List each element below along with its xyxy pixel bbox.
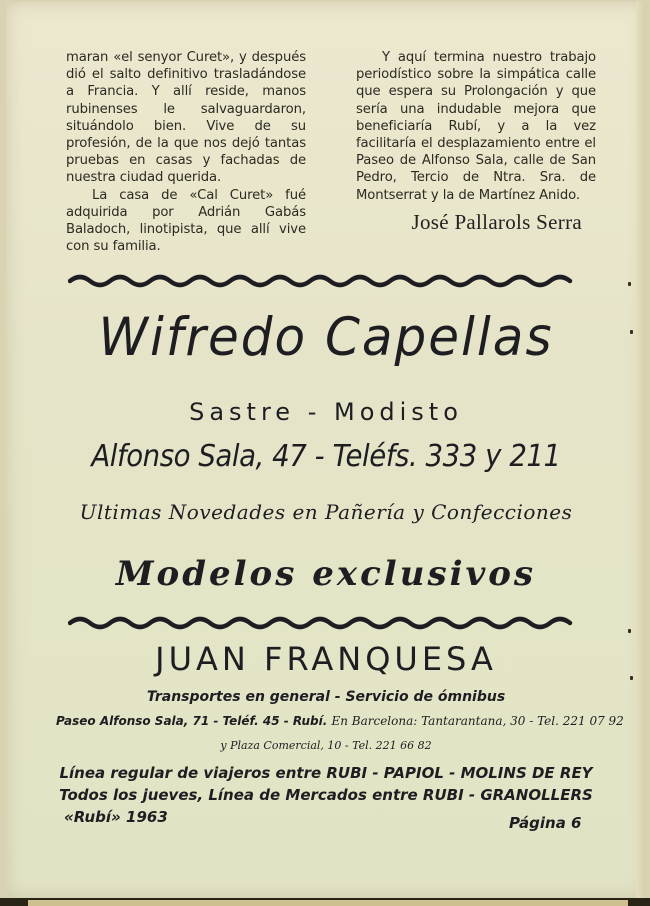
paper-speck: [628, 629, 631, 633]
paper-speck: [628, 282, 631, 286]
left-paragraph-2: La casa de «Cal Curet» fué adquirida por Adrián Gabás Baladoch, linotipista, que allí vive con su familia.: [66, 187, 306, 255]
address-phone: Alfonso Sala, 47 - Teléfs. 333 y 211: [91, 439, 561, 474]
trade-label: Sastre - Modisto: [189, 398, 463, 426]
slogan: Modelos exclusivos: [115, 554, 537, 594]
address-rubi: Paseo Alfonso Sala, 71 - Teléf. 45 - Rubí.: [56, 714, 328, 728]
publication-label: «Rubí» 1963: [64, 808, 168, 826]
address-barcelona: En Barcelona: Tantarantana, 30 - Tel. 221 07 92: [331, 714, 624, 728]
page-number: Página 6: [509, 814, 582, 832]
ornamental-rule-bottom: [68, 616, 574, 630]
right-paragraph-1: Y aquí termina nuestro trabajo periodístico sobre la simpática calle que espera su Prolongación y que sería una indudable mejora que beneficiaría Rubí, y a la vez facilitaría el desplazamiento entre el Paseo de Alfonso Sala, calle de San Pedro, Tercio de Ntra. Sra. de Montserrat y la de Martínez Anido.: [356, 50, 596, 203]
paper-speck: [630, 676, 633, 680]
route-line-1: Línea regular de viajeros entre RUBI - PAPIOL - MOLINS DE REY: [59, 764, 593, 782]
services-line: Transportes en general - Servicio de ómnibus: [146, 689, 506, 705]
right-column: [356, 49, 596, 255]
left-paragraph-1: maran «el senyor Curet», y después dió el salto definitivo trasladándose a Francia. Y allí reside, manos rubinenses le salvaguardaron, situándolo bien. Vive de su profesión, de la que nos dejó tantas pruebas en casas y fachadas de nuestra ciudad querida.: [66, 50, 306, 186]
advertiser-name-wifredo: Wifredo Capellas: [98, 306, 554, 368]
magazine-page: [6, 2, 646, 898]
advertiser-name-juan: JUAN FRANQUESA: [155, 640, 497, 678]
underlying-page-edge: [28, 900, 628, 906]
page-edge: [636, 2, 646, 898]
address-line: [56, 714, 624, 728]
paper-speck: [630, 330, 633, 334]
tagline: Ultimas Novedades en Pañería y Confecciones: [79, 500, 573, 524]
left-column: [66, 49, 306, 255]
article-columns: [66, 49, 596, 255]
route-line-2: Todos los jueves, Línea de Mercados entre RUBI - GRANOLLERS: [59, 786, 593, 804]
address-plaza: y Plaza Comercial, 10 - Tel. 221 66 82: [220, 739, 432, 752]
author-signature: José Pallarols Serra: [411, 209, 582, 234]
ornamental-rule-top: [68, 274, 574, 288]
